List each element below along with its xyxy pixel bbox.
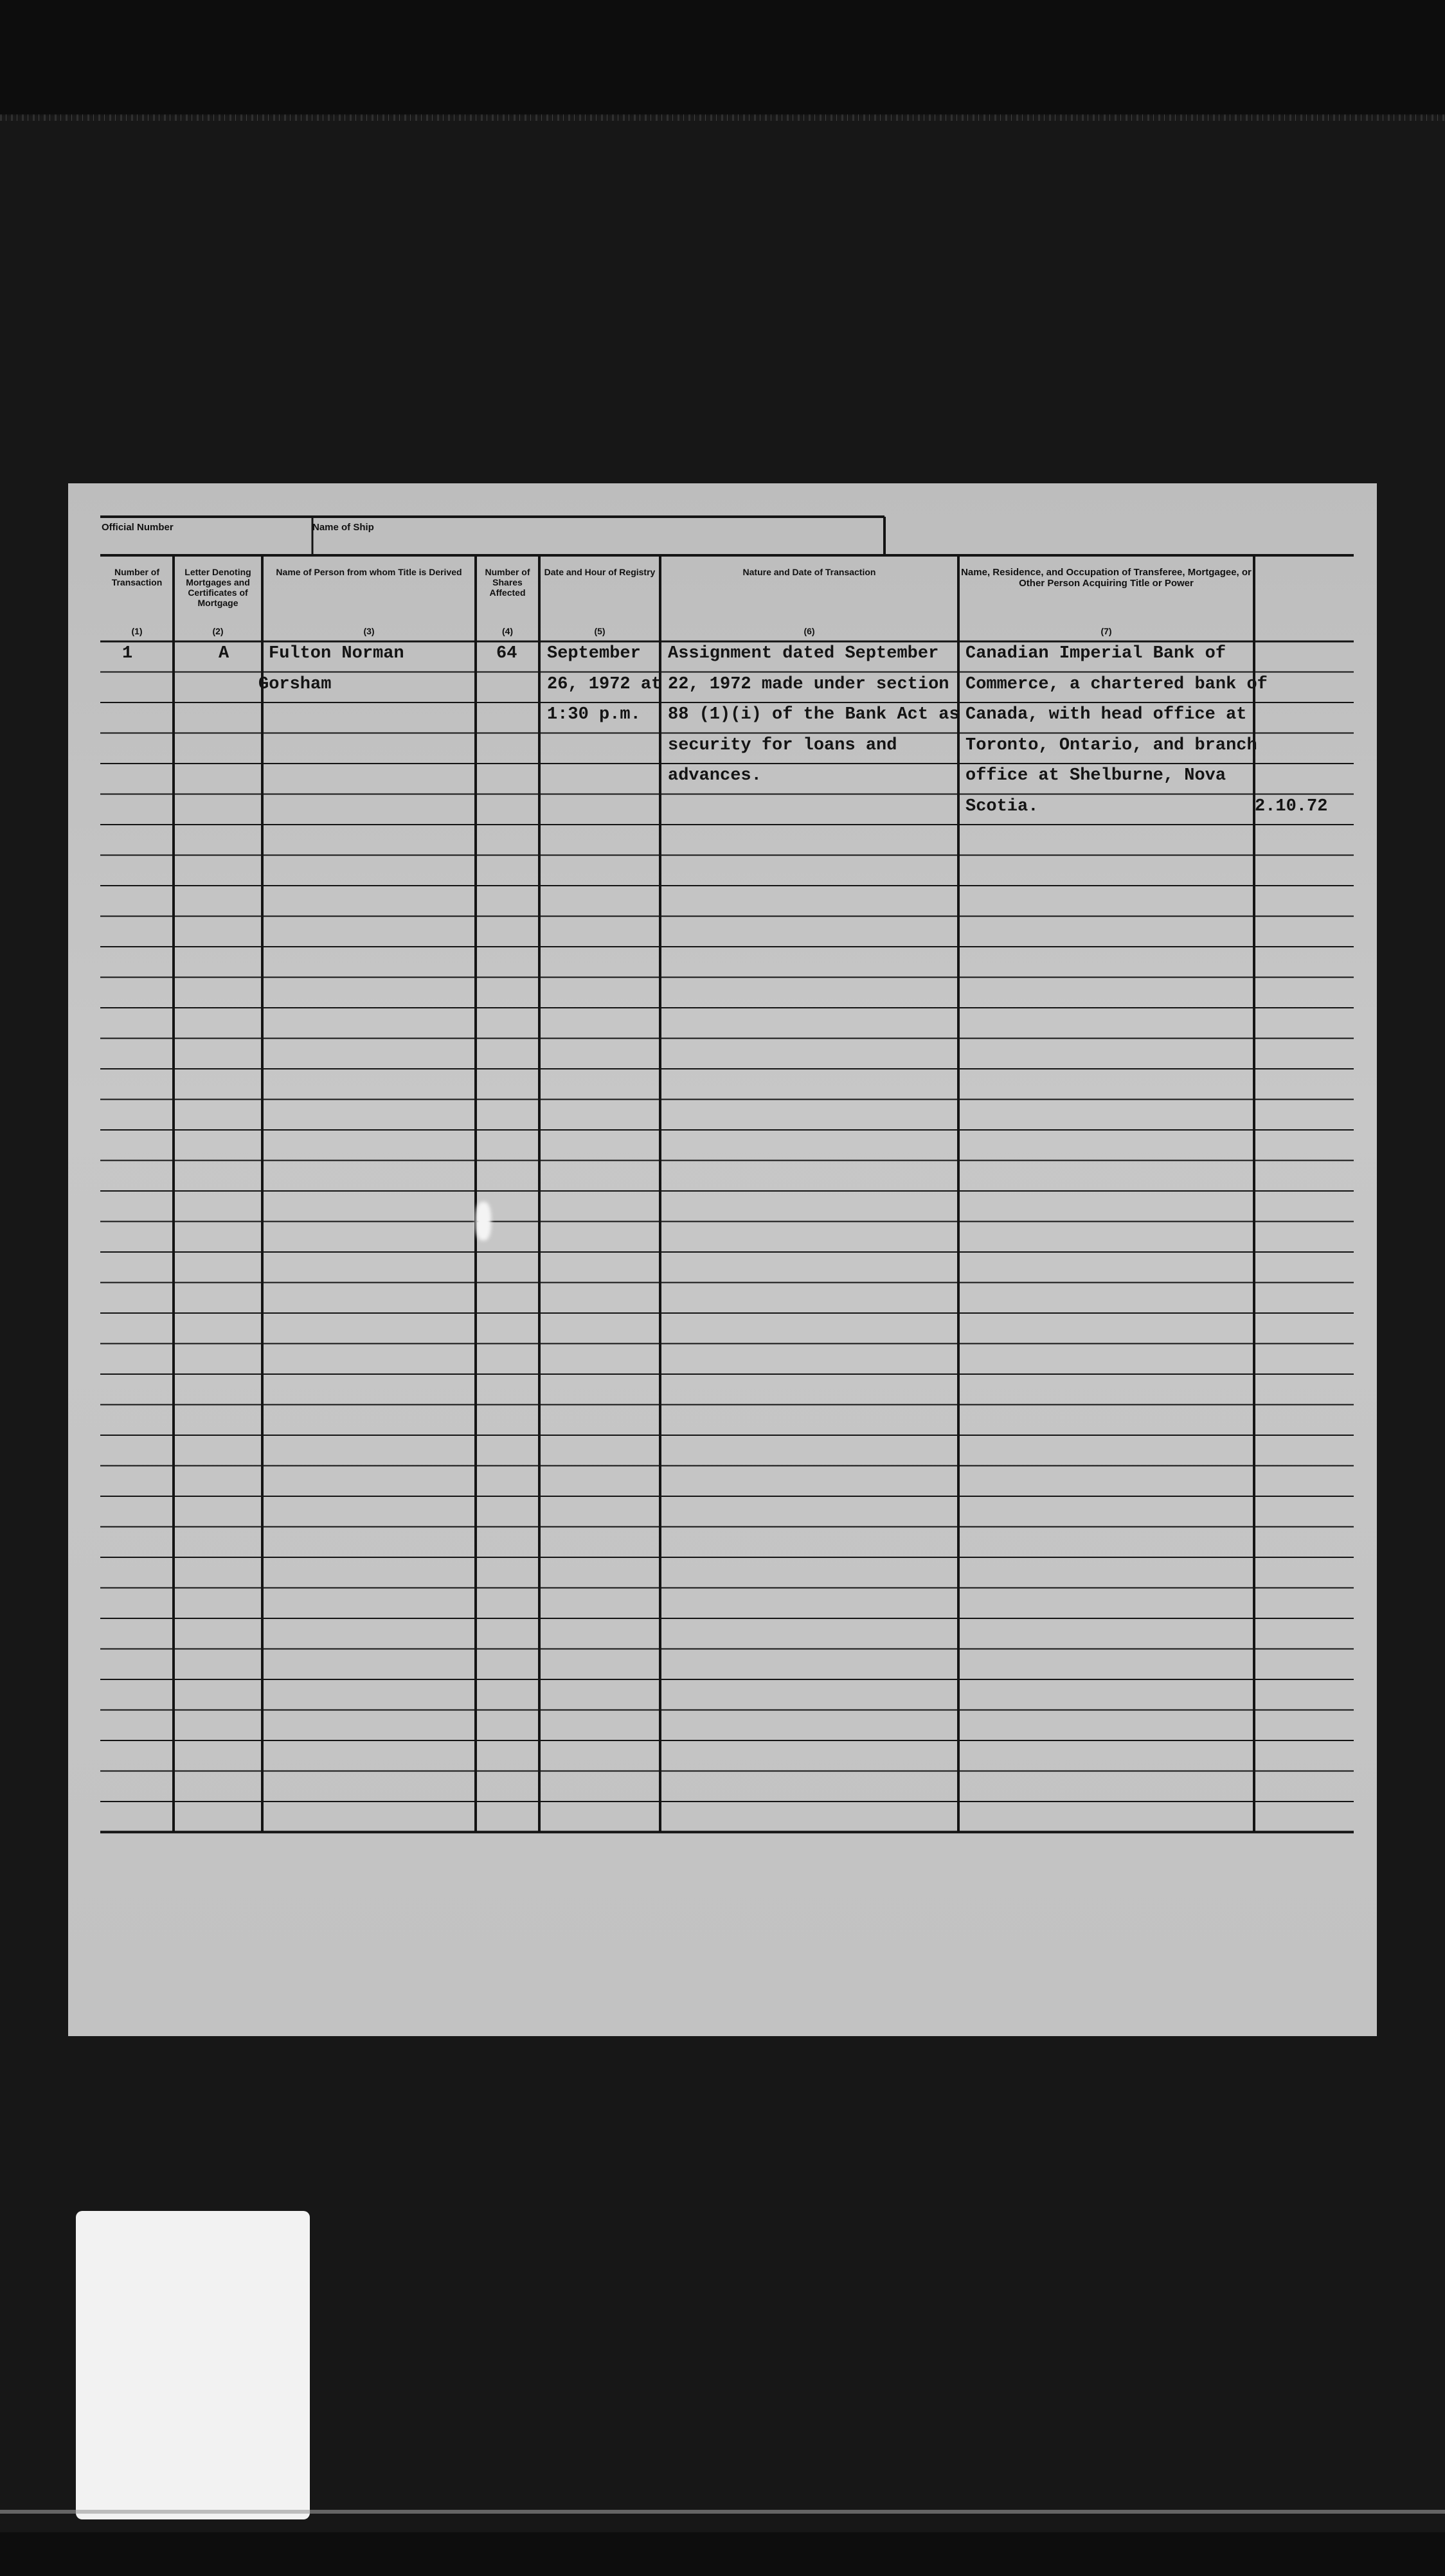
acquirer-line: Commerce, a chartered bank of xyxy=(965,674,1268,694)
mortgage-letter: A xyxy=(219,644,229,663)
column-header-1: Number of Transaction xyxy=(111,567,163,588)
nature-line: 22, 1972 made under section xyxy=(668,674,949,694)
official-number-label: Official Number xyxy=(102,522,174,533)
column-number-6: (6) xyxy=(803,626,815,636)
column-number-2: (2) xyxy=(212,626,224,636)
film-bottom-edge xyxy=(0,2510,1445,2514)
column-header-5: Date and Hour of Registry xyxy=(544,567,656,577)
column-header-7: Name, Residence, and Occupation of Transferee, Mortgagee, or Other Person Acquiring Title or Power xyxy=(961,567,1252,589)
white-card xyxy=(76,2211,310,2519)
acquirer-line: Scotia. xyxy=(965,796,1039,816)
ship-register-page xyxy=(68,483,1377,2036)
entry-date-stamp: 2.10.72 xyxy=(1255,796,1328,816)
acquirer-line: Canadian Imperial Bank of xyxy=(965,644,1226,663)
acquirer-line: Canada, with head office at xyxy=(965,705,1247,724)
column-number-1: (1) xyxy=(131,626,143,636)
column-number-4: (4) xyxy=(501,626,514,636)
acquirer-line: office at Shelburne, Nova xyxy=(965,766,1226,785)
registry-date-line: 1:30 p.m. xyxy=(547,705,641,724)
from-person-line: Fulton Norman xyxy=(269,644,404,663)
nature-line: advances. xyxy=(668,766,762,785)
column-header-3: Name of Person from whom Title is Derived xyxy=(276,567,462,577)
nature-line: Assignment dated September xyxy=(668,644,939,663)
from-person-line: Gorsham xyxy=(258,674,332,694)
column-number-3: (3) xyxy=(363,626,375,636)
film-glare xyxy=(476,1202,491,1240)
registry-date-line: 26, 1972 at xyxy=(547,674,662,694)
name-of-ship-label: Name of Ship xyxy=(312,522,374,533)
column-number-7: (7) xyxy=(1100,626,1112,636)
column-header-4: Number of Shares Affected xyxy=(485,567,530,598)
column-header-2: Letter Denoting Mortgages and Certificates of Mortgage xyxy=(184,567,251,609)
shares-affected: 64 xyxy=(496,644,517,663)
nature-line: security for loans and xyxy=(668,735,897,755)
nature-line: 88 (1)(i) of the Bank Act as xyxy=(668,705,960,724)
film-edge-dust xyxy=(0,114,1445,121)
column-number-5: (5) xyxy=(594,626,606,636)
registry-date-line: September xyxy=(547,644,641,663)
transaction-number: 1 xyxy=(122,644,133,663)
column-header-6: Nature and Date of Transaction xyxy=(742,567,876,577)
acquirer-line: Toronto, Ontario, and branch xyxy=(965,735,1257,755)
